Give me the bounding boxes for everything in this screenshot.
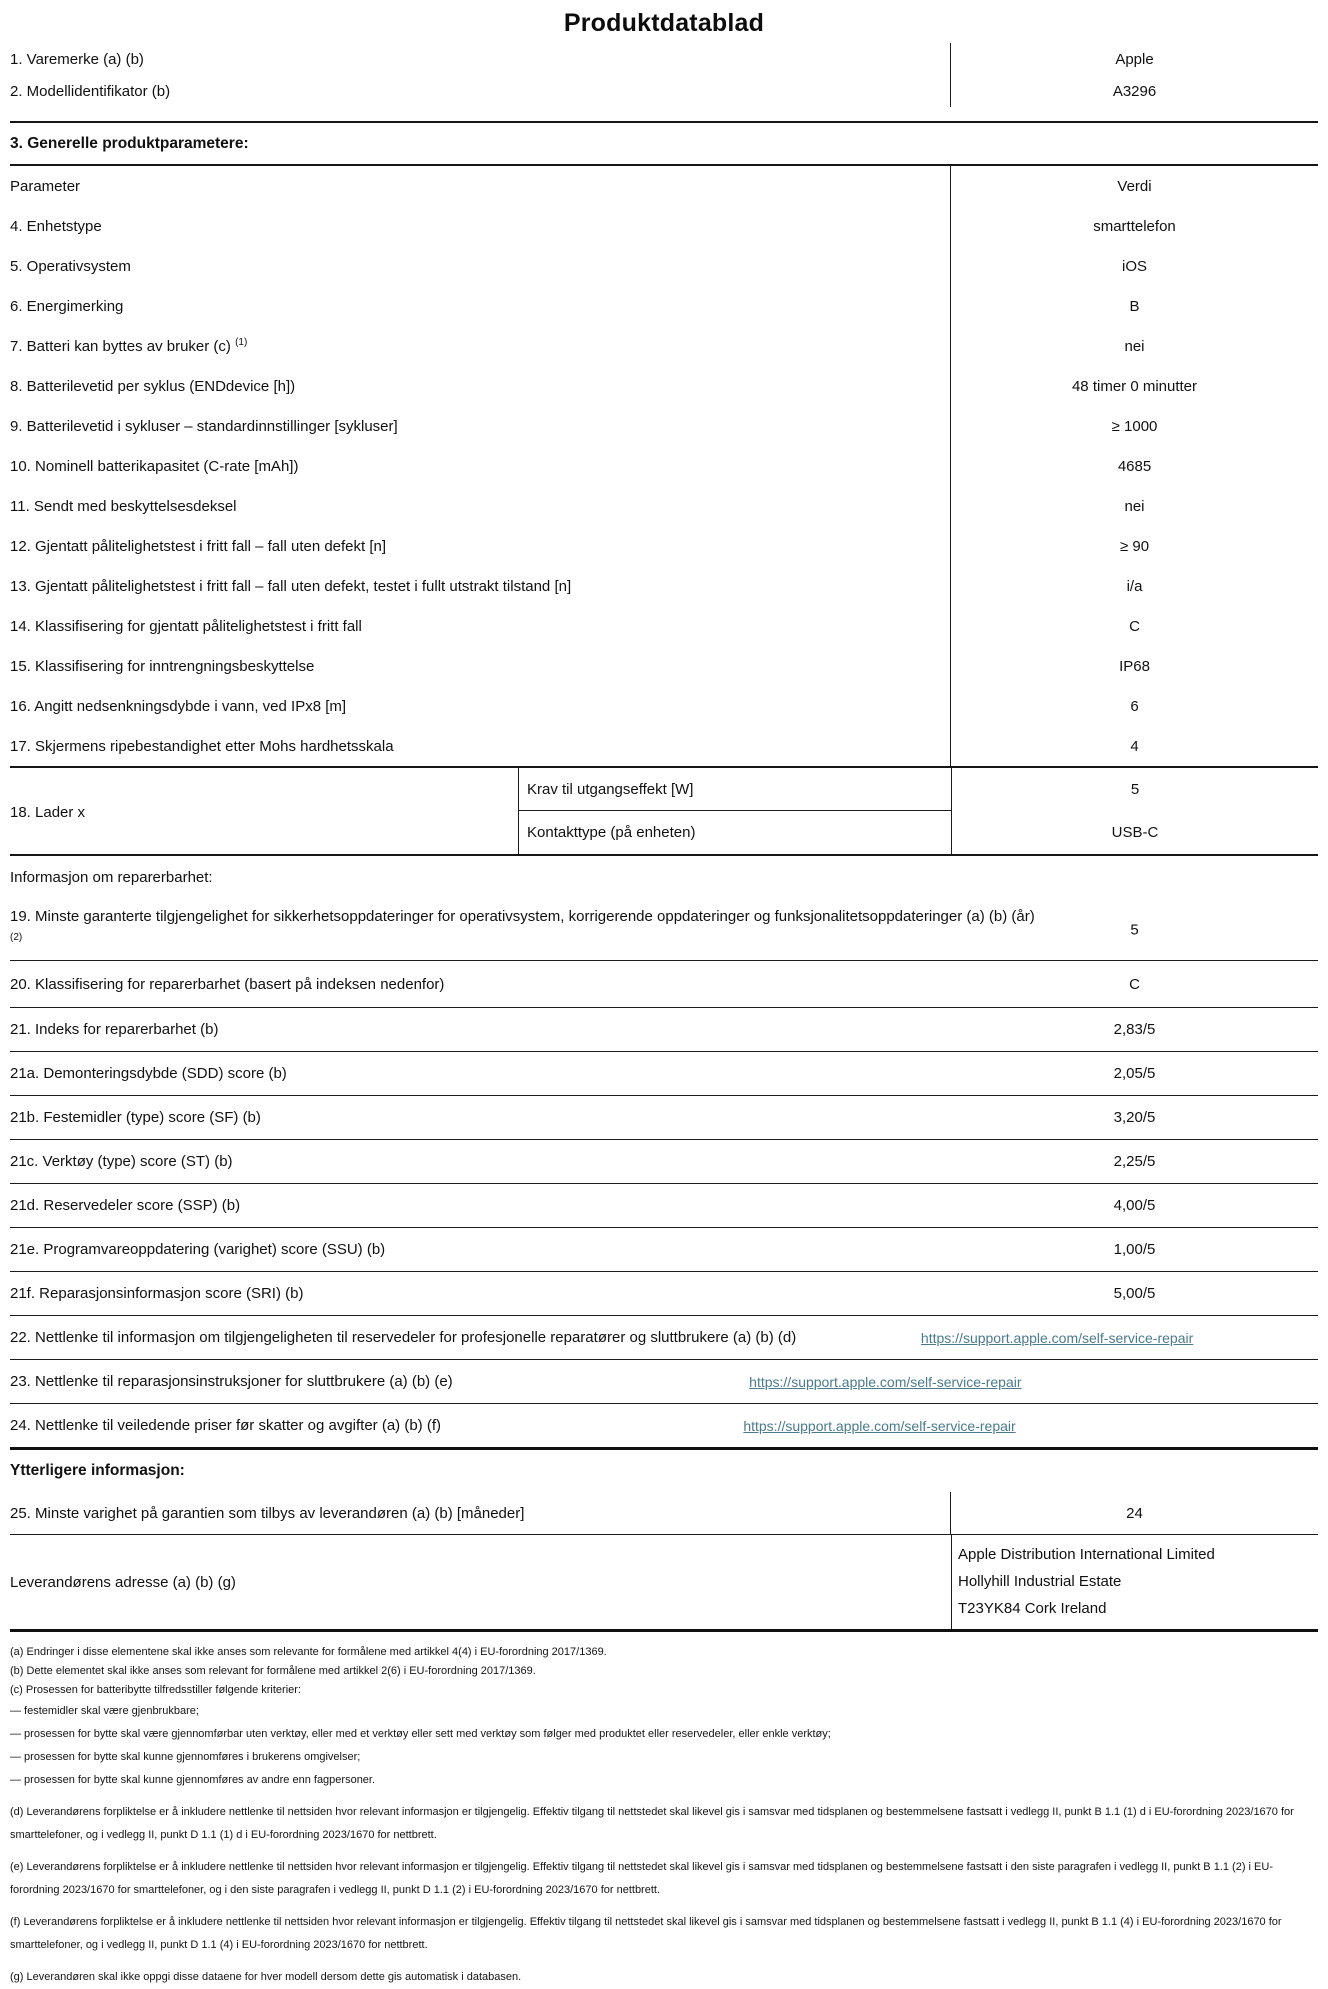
row-value: smarttelefon xyxy=(950,206,1318,246)
row-label: 4. Enhetstype xyxy=(10,217,102,235)
row-label: 21c. Verktøy (type) score (ST) (b) xyxy=(10,1153,233,1170)
row-value: 48 timer 0 minutter xyxy=(950,366,1318,406)
row-value: Apple xyxy=(950,43,1318,75)
row-label xyxy=(10,904,1050,954)
column-header-value: Verdi xyxy=(950,166,1318,206)
footnote-c-item: — prosessen for bytte skal kunne gjennomføres i brukerens omgivelser; xyxy=(10,1751,361,1763)
row-label: 8. Batterilevetid per syklus (ENDdevice [h]) xyxy=(10,377,296,395)
charger-subrow-label: Krav til utgangseffekt [W] xyxy=(518,768,951,811)
row-value: 4,00/5 xyxy=(1113,1197,1156,1214)
row-value: nei xyxy=(950,326,1318,366)
row-label: 17. Skjermens ripebestandighet etter Mohs hardhetsskala xyxy=(10,737,394,755)
row-label: 21b. Festemidler (type) score (SF) (b) xyxy=(10,1109,261,1126)
footnote-superscript: (1) xyxy=(235,336,248,348)
row-label: 20. Klassifisering for reparerbarhet (basert på indeksen nedenfor) xyxy=(10,975,445,993)
row-label: 25. Minste varighet på garantien som tilbys av leverandøren (a) (b) [måneder] xyxy=(10,1504,525,1522)
row-label: 16. Angitt nedsenkningsdybde i vann, ved IPx8 [m] xyxy=(10,697,347,715)
charger-subrow-value: 5 xyxy=(951,768,1318,811)
row-label: 21d. Reservedeler score (SSP) (b) xyxy=(10,1197,241,1214)
row-label-text: 19. Minste garanterte tilgjengelighet for sikkerhetsoppdateringer for operativsystem, korrigerende oppdateringer og funksjonalitetsoppdateringer (a) (b) (år) xyxy=(10,908,1035,925)
row-label: 24. Nettlenke til veiledende priser før skatter og avgifter (a) (b) (f) xyxy=(10,1417,442,1434)
table-row-repair-instructions-link xyxy=(10,1360,1318,1404)
row-label: 13. Gjentatt pålitelighetstest i fritt fall – fall uten defekt, testet i fullt utstrakt tilstand [n] xyxy=(10,577,572,595)
repairability-scores xyxy=(10,1008,1318,1316)
row-value: 2,05/5 xyxy=(1113,1065,1156,1082)
product-datasheet xyxy=(10,0,1318,1989)
row-value xyxy=(453,1374,1318,1390)
table-row xyxy=(10,486,1318,526)
table-row-warranty xyxy=(10,1492,1318,1535)
section-heading-additional: Ytterligere informasjon: xyxy=(10,1462,185,1479)
table-row-model xyxy=(10,75,1318,107)
table-row xyxy=(10,1052,1318,1096)
charger-subrow-label: Kontakttype (på enheten) xyxy=(518,811,951,854)
row-value: C xyxy=(1129,975,1140,993)
row-label: 1. Varemerke (a) (b) xyxy=(10,50,144,68)
row-value: IP68 xyxy=(950,646,1318,686)
table-row xyxy=(10,1184,1318,1228)
table-row xyxy=(10,206,1318,246)
footnote-d: (d) Leverandørens forpliktelse er å inkludere nettlenke til nettsiden hvor relevant informasjon er tilgjengelig. Effektiv tilgang til nettstedet skal likevel gis i samsvar med tidsplanen og bestemmelsene fastsatt i vedlegg II, punkt B 1.1 (1) d i EU-forordning 2023/1670 for smarttelefoner, og i vedlegg II, punkt D 1.1 (1) d i EU-forordning 2023/1670 for nettbrett. xyxy=(10,1806,1294,1841)
charger-row xyxy=(10,768,1318,856)
table-row xyxy=(10,446,1318,486)
row-value: A3296 xyxy=(950,75,1318,107)
table-row xyxy=(10,686,1318,726)
table-row xyxy=(10,526,1318,566)
supplier-address xyxy=(951,1535,1318,1629)
table-row-brand xyxy=(10,43,1318,75)
row-label: 5. Operativsystem xyxy=(10,257,131,275)
table-row-repair-class xyxy=(10,961,1318,1008)
table-row-pricing-link xyxy=(10,1404,1318,1450)
table-row xyxy=(10,726,1318,766)
footnote-b: (b) Dette elementet skal ikke anses som relevant for formålene med artikkel 2(6) i EU-forordning 2017/1369. xyxy=(10,1665,536,1677)
repair-instructions-link[interactable]: https://support.apple.com/self-service-repair xyxy=(749,1373,1022,1390)
table-row xyxy=(10,1096,1318,1140)
row-label: 12. Gjentatt pålitelighetstest i fritt fall – fall uten defekt [n] xyxy=(10,537,387,555)
row-label: 6. Energimerking xyxy=(10,297,124,315)
row-value: 1,00/5 xyxy=(1113,1241,1156,1258)
table-row xyxy=(10,1008,1318,1052)
footnotes xyxy=(10,1632,1318,1989)
row-value: B xyxy=(950,286,1318,326)
row-value: 6 xyxy=(950,686,1318,726)
row-label: 15. Klassifisering for inntrengningsbeskyttelse xyxy=(10,657,315,675)
table-row xyxy=(10,1140,1318,1184)
row-label: 21e. Programvareoppdatering (varighet) score (SSU) (b) xyxy=(10,1241,386,1258)
table-row xyxy=(10,1272,1318,1316)
table-row xyxy=(10,646,1318,686)
row-label xyxy=(10,338,950,355)
row-label: Leverandørens adresse (a) (b) (g) xyxy=(10,1573,236,1591)
spare-parts-link[interactable]: https://support.apple.com/self-service-repair xyxy=(920,1329,1194,1346)
address-line: Apple Distribution International Limited xyxy=(958,1546,1215,1563)
row-label: 2. Modellidentifikator (b) xyxy=(10,82,171,100)
row-label: 18. Lader x xyxy=(10,803,86,821)
footnote-f: (f) Leverandørens forpliktelse er å inkludere nettlenke til nettsiden hvor relevant informasjon er tilgjengelig. Effektiv tilgang til nettstedet skal likevel gis i samsvar med tidsplanen og bestemmelsene fastsatt i vedlegg II, punkt B 1.1 (4) i EU-forordning 2023/1670 for smarttelefoner, og i vedlegg II, punkt D 1.1 (4) i EU-forordning 2023/1670 for nettbrett. xyxy=(10,1916,1282,1951)
row-value: i/a xyxy=(950,566,1318,606)
repairability-heading: Informasjon om reparerbarhet: xyxy=(10,869,213,886)
row-label: 11. Sendt med beskyttelsesdeksel xyxy=(10,497,237,515)
table-row xyxy=(10,1228,1318,1272)
row-value: 4685 xyxy=(950,446,1318,486)
table-row xyxy=(10,326,1318,366)
footnote-c-item: — prosessen for bytte skal kunne gjennomføres av andre enn fagpersoner. xyxy=(10,1774,376,1786)
row-label: 21f. Reparasjonsinformasjon score (SRI) (b) xyxy=(10,1285,304,1302)
row-label: 14. Klassifisering for gjentatt pålitelighetstest i fritt fall xyxy=(10,617,362,635)
table-row-security-updates xyxy=(10,899,1318,961)
row-value: ≥ 90 xyxy=(950,526,1318,566)
pricing-link[interactable]: https://support.apple.com/self-service-repair xyxy=(743,1417,1016,1434)
row-value: 3,20/5 xyxy=(1113,1109,1156,1126)
address-line: T23YK84 Cork Ireland xyxy=(958,1600,1107,1617)
row-value: nei xyxy=(950,486,1318,526)
row-value: iOS xyxy=(950,246,1318,286)
row-value: 2,25/5 xyxy=(1113,1153,1156,1170)
row-label: 9. Batterilevetid i sykluser – standardinnstillinger [sykluser] xyxy=(10,417,398,435)
table-row xyxy=(10,566,1318,606)
section-heading-general: 3. Generelle produktparametere: xyxy=(10,123,1318,166)
general-parameters-table xyxy=(10,166,1318,768)
footnote-c-item: — festemidler skal være gjenbrukbare; xyxy=(10,1705,199,1717)
column-header-parameter: Parameter xyxy=(10,177,81,195)
row-value: 5,00/5 xyxy=(1113,1285,1156,1302)
row-value: 5 xyxy=(1130,921,1139,938)
footnote-c: (c) Prosessen for batteribytte tilfredsstiller følgende kriterier: xyxy=(10,1684,301,1696)
address-line: Hollyhill Industrial Estate xyxy=(958,1573,1122,1590)
row-label: 10. Nominell batterikapasitet (C-rate [mAh]) xyxy=(10,457,299,475)
row-label: 22. Nettlenke til informasjon om tilgjengeligheten til reservedeler for profesjonelle reparatører og sluttbrukere (a) (b) (d) xyxy=(10,1329,797,1346)
footnote-c-item: — prosessen for bytte skal være gjennomførbar uten verktøy, eller med et verktøy eller sett med verktøy som følger med produktet eller reservedeler, eller enkle verktøy; xyxy=(10,1728,831,1740)
table-row-spare-parts-link xyxy=(10,1316,1318,1360)
table-row xyxy=(10,246,1318,286)
table-row xyxy=(10,286,1318,326)
row-value xyxy=(441,1418,1318,1434)
row-value: 2,83/5 xyxy=(1113,1021,1156,1038)
row-value xyxy=(796,1330,1318,1346)
table-row xyxy=(10,606,1318,646)
row-label-text: 7. Batteri kan byttes av bruker (c) xyxy=(10,337,231,355)
row-value: 4 xyxy=(950,726,1318,766)
row-value: C xyxy=(950,606,1318,646)
row-value: 24 xyxy=(950,1492,1318,1534)
table-row xyxy=(10,406,1318,446)
footnote-a: (a) Endringer i disse elementene skal ikke anses som relevante for formålene med artikkel 4(4) i EU-forordning 2017/1369. xyxy=(10,1646,607,1658)
table-header-row xyxy=(10,166,1318,206)
charger-subrow-value: USB-C xyxy=(951,811,1318,854)
footnote-superscript: (2) xyxy=(10,932,23,943)
row-label: 21. Indeks for reparerbarhet (b) xyxy=(10,1021,219,1038)
footnote-g: (g) Leverandøren skal ikke oppgi disse dataene for hver modell dersom dette gis automatisk i databasen. xyxy=(10,1971,522,1983)
table-row xyxy=(10,366,1318,406)
row-value: ≥ 1000 xyxy=(950,406,1318,446)
page-title: Produktdatablad xyxy=(563,9,765,37)
row-label: 23. Nettlenke til reparasjonsinstruksjoner for sluttbrukere (a) (b) (e) xyxy=(10,1373,453,1390)
footnote-e: (e) Leverandørens forpliktelse er å inkludere nettlenke til nettsiden hvor relevant informasjon er tilgjengelig. Effektiv tilgang til nettstedet skal likevel gis i samsvar med tidsplanen og bestemmelsene fastsatt i den siste paragrafen i vedlegg II, punkt B 1.1 (2) i EU-forordning 2023/1670 for smarttelefoner, og i den siste paragrafen i vedlegg II, punkt D 1.1 (2) i EU-forordning 2023/1670 for nettbrett. xyxy=(10,1861,1273,1896)
row-label: 21a. Demonteringsdybde (SDD) score (b) xyxy=(10,1065,287,1082)
supplier-address-row xyxy=(10,1535,1318,1632)
identity-section xyxy=(10,43,1318,123)
